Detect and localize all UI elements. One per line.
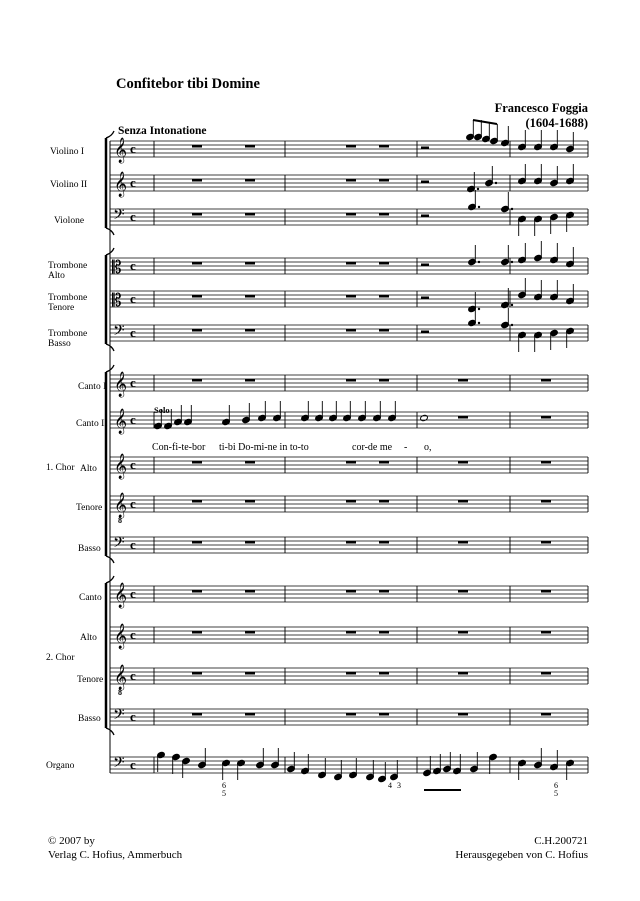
instrument-label: Basso <box>78 544 101 554</box>
instrument-label: Trombone Tenore <box>48 293 88 313</box>
rest <box>379 631 389 634</box>
instrument-label: Alto <box>80 633 97 643</box>
choir-label-2: 2. Chor <box>46 653 75 663</box>
rest <box>379 461 389 464</box>
rest <box>458 416 468 419</box>
time-signature: c <box>130 141 136 156</box>
bass-clef-icon: 𝄢 <box>113 706 125 727</box>
rest <box>346 262 356 265</box>
figured-bass: 6 5 <box>554 781 558 798</box>
rest <box>346 295 356 298</box>
rest <box>346 329 356 332</box>
rest <box>458 672 468 675</box>
lyric-syllable: - <box>404 442 408 453</box>
bass-clef-icon: 𝄢 <box>113 322 125 343</box>
bass-clef-icon: 𝄢 <box>113 754 125 775</box>
time-signature: c <box>130 457 136 472</box>
rest <box>346 590 356 593</box>
rest <box>458 713 468 716</box>
rest <box>192 672 202 675</box>
instrument-label: Alto <box>80 464 97 474</box>
rest <box>245 672 255 675</box>
rest <box>421 215 429 218</box>
time-signature: c <box>130 291 136 306</box>
lyric-syllable: Con-fi-te-bor <box>152 442 206 453</box>
rest <box>192 295 202 298</box>
rest <box>541 461 551 464</box>
rest <box>245 541 255 544</box>
beam <box>473 120 497 124</box>
rest <box>346 213 356 216</box>
footer-left <box>48 834 182 862</box>
instrument-label: Tenore <box>77 675 104 685</box>
rest <box>192 329 202 332</box>
note-dot <box>511 304 513 306</box>
tempo-marking: Senza Intonatione <box>118 125 207 137</box>
rest <box>379 295 389 298</box>
rest <box>192 145 202 148</box>
rest <box>541 631 551 634</box>
time-signature: c <box>130 496 136 511</box>
rest <box>458 500 468 503</box>
rest <box>346 713 356 716</box>
rest <box>379 590 389 593</box>
rest <box>245 213 255 216</box>
treble-clef-icon: 𝄞 <box>114 665 128 690</box>
rest <box>245 295 255 298</box>
rest <box>192 541 202 544</box>
rest <box>379 672 389 675</box>
treble-clef-icon: 𝄞 <box>114 454 128 479</box>
rest <box>379 213 389 216</box>
rest <box>192 713 202 716</box>
time-signature: c <box>130 668 136 683</box>
rest <box>192 379 202 382</box>
time-signature: c <box>130 537 136 552</box>
rest <box>541 541 551 544</box>
solo-marking: Solo <box>154 405 170 415</box>
rest <box>192 262 202 265</box>
bass-clef-icon: 𝄢 <box>113 534 125 555</box>
rest <box>245 590 255 593</box>
rest <box>379 379 389 382</box>
time-signature: c <box>130 325 136 340</box>
rest <box>458 541 468 544</box>
rest <box>421 264 429 267</box>
rest <box>346 500 356 503</box>
rest <box>379 329 389 332</box>
treble-clef-icon: 𝄞 <box>114 493 128 518</box>
note-dot <box>511 208 513 210</box>
copyright: © 2007 by <box>48 835 95 847</box>
rest <box>245 262 255 265</box>
rest <box>192 590 202 593</box>
treble-clef-icon: 𝄞 <box>114 372 128 397</box>
publisher: Verlag C. Hofius, Ammerbuch <box>48 849 183 861</box>
instrument-label: Trombone Basso <box>48 329 88 349</box>
rest <box>541 500 551 503</box>
figured-bass: 3 <box>397 781 401 790</box>
rest <box>346 631 356 634</box>
rest <box>245 461 255 464</box>
rest <box>346 179 356 182</box>
time-signature: c <box>130 757 136 772</box>
time-signature: c <box>130 412 136 427</box>
treble-clef-icon: 𝄞 <box>114 624 128 649</box>
figured-bass: 4 <box>388 781 392 790</box>
catalog-number: C.H.200721 <box>534 835 588 847</box>
rest <box>379 262 389 265</box>
treble-clef-icon: 𝄞 <box>114 172 128 197</box>
note-dot <box>478 261 480 263</box>
bass-clef-icon: 𝄢 <box>113 206 125 227</box>
rest <box>346 672 356 675</box>
time-signature: c <box>130 586 136 601</box>
rest <box>421 181 429 184</box>
rest <box>379 145 389 148</box>
octave-mark: 8 <box>118 688 122 697</box>
rest <box>245 713 255 716</box>
choir-label-1: 1. Chor <box>46 463 75 473</box>
rest <box>245 379 255 382</box>
instrument-label: Tenore <box>76 503 103 513</box>
rest <box>541 590 551 593</box>
rest <box>541 416 551 419</box>
instrument-label: Canto I <box>78 382 107 392</box>
instrument-label: Canto <box>79 593 102 603</box>
rest <box>379 541 389 544</box>
note-dot <box>478 322 480 324</box>
time-signature: c <box>130 709 136 724</box>
time-signature: c <box>130 175 136 190</box>
rest <box>192 500 202 503</box>
lyric-syllable: cor-de me <box>352 442 393 453</box>
figured-bass: 6 5 <box>222 781 226 798</box>
note-head <box>420 414 429 421</box>
rest <box>541 672 551 675</box>
alto-clef-icon: 𝄡 <box>112 291 122 311</box>
note-dot <box>511 261 513 263</box>
rest <box>346 145 356 148</box>
rest <box>541 379 551 382</box>
note-dot <box>495 182 497 184</box>
rest <box>421 147 429 150</box>
instrument-label: Organo <box>46 761 75 771</box>
rest <box>458 379 468 382</box>
rest <box>245 631 255 634</box>
rest <box>379 179 389 182</box>
rest <box>245 145 255 148</box>
rest <box>346 541 356 544</box>
page-title: Confitebor tibi Domine <box>116 76 260 92</box>
lyric-syllable: o, <box>424 442 432 453</box>
time-signature: c <box>130 627 136 642</box>
lyric-syllable: ti-bi Do-mi-ne in to-to <box>219 442 309 453</box>
alto-clef-icon: 𝄡 <box>112 258 122 278</box>
rest <box>192 461 202 464</box>
rest <box>541 713 551 716</box>
rest <box>379 713 389 716</box>
instrument-label: Violino II <box>50 180 88 190</box>
instrument-label: Canto II <box>76 419 108 429</box>
instrument-label: Trombone Alto <box>48 261 88 281</box>
octave-mark: 8 <box>118 516 122 525</box>
time-signature: c <box>130 209 136 224</box>
treble-clef-icon: 𝄞 <box>114 138 128 163</box>
rest <box>245 179 255 182</box>
bracket-hook <box>106 131 114 138</box>
rest <box>346 379 356 382</box>
note-dot <box>477 188 479 190</box>
instrument-label: Violino I <box>50 147 84 157</box>
composer-name: Francesco Foggia <box>494 101 588 115</box>
time-signature: c <box>130 375 136 390</box>
rest <box>346 461 356 464</box>
note-dot <box>478 308 480 310</box>
rest <box>192 213 202 216</box>
rest <box>458 631 468 634</box>
rest <box>245 329 255 332</box>
rest <box>458 461 468 464</box>
composer-dates: (1604-1688) <box>525 116 588 130</box>
rest <box>458 590 468 593</box>
note-dot <box>511 324 513 326</box>
rest <box>379 500 389 503</box>
instrument-label: Basso <box>78 714 101 724</box>
note-dot <box>478 206 480 208</box>
treble-clef-icon: 𝄞 <box>114 409 128 434</box>
treble-clef-icon: 𝄞 <box>114 583 128 608</box>
footer-right <box>455 834 588 862</box>
rest <box>192 179 202 182</box>
rest <box>192 631 202 634</box>
rest <box>245 500 255 503</box>
editor: Herausgegeben von C. Hofius <box>455 849 588 861</box>
time-signature: c <box>130 258 136 273</box>
rest <box>421 297 429 300</box>
rest <box>421 331 429 334</box>
instrument-label: Violone <box>54 216 85 226</box>
